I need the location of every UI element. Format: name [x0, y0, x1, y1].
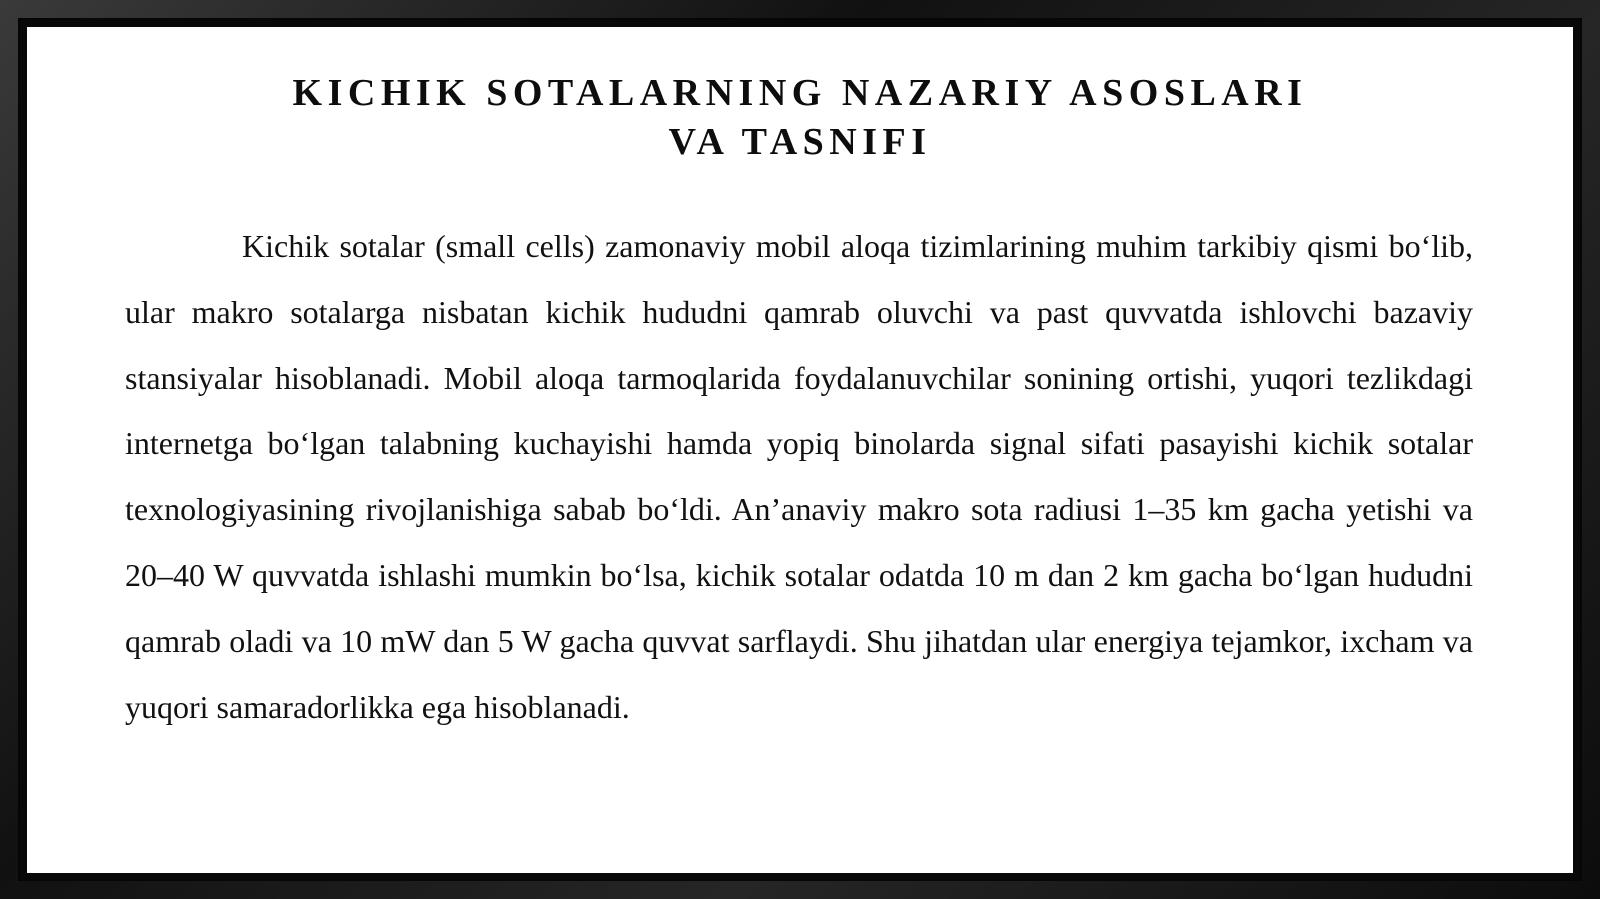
slide-title — [27, 69, 1573, 167]
slide-canvas — [27, 27, 1573, 873]
slide-title-line-2: VA TASNIFI — [668, 121, 932, 163]
slide-title-line-1: KICHIK SOTALARNING NAZARIY ASOSLARI — [292, 72, 1308, 114]
slide-body-paragraph: Kichik sotalar (small cells) zamonaviy mobil aloqa tizimlarining muhim tarkibiy qismi bo‘lib, ular makro sotalarga nisbatan kichik hududni qamrab oluvchi va past quvvatda ishlovchi bazaviy stansiyalar hisoblanadi. Mobil aloqa tarmoqlarida foydalanuvchilar sonining ortishi, yuqori tezlikdagi internetga bo‘lgan talabning kuchayishi hamda yopiq binolarda signal sifati pasayishi kichik sotalar texnologiyasining rivojlanishiga sabab bo‘ldi. An’anaviy makro sota radiusi 1–35 km gacha yetishi va 20–40 W quvvatda ishlashi mumkin bo‘lsa, kichik sotalar odatda 10 m dan 2 km gacha bo‘lgan hududni qamrab oladi va 10 mW dan 5 W gacha quvvat sarflaydi. Shu jihatdan ular energiya tejamkor, ixcham va yuqori samaradorlikka ega hisoblanadi. — [125, 228, 1473, 725]
